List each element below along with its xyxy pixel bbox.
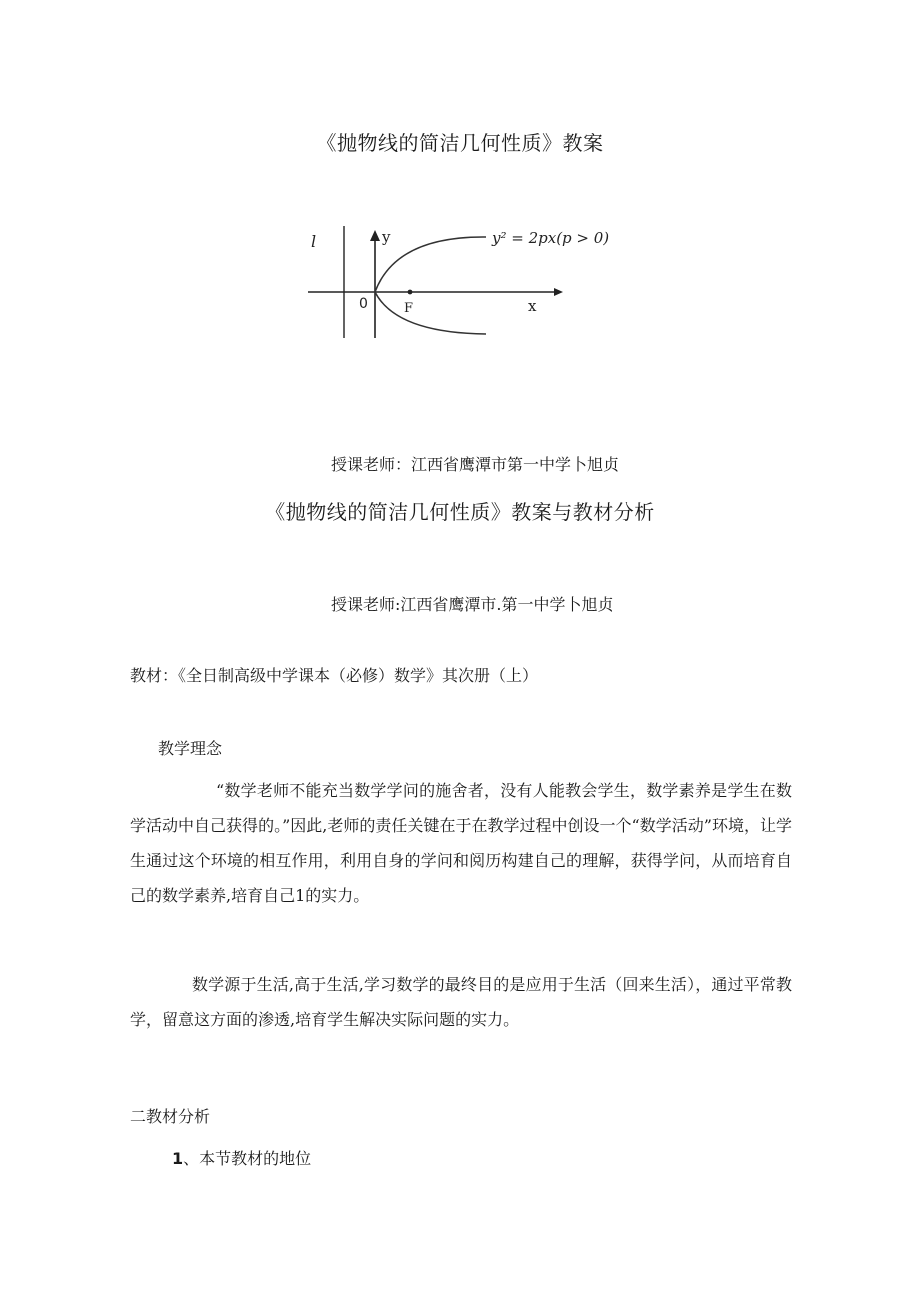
subsection-heading-position: [172, 1146, 311, 1169]
y-axis-label: y: [382, 228, 391, 246]
document-subtitle: 《抛物线的简洁几何性质》教案与教材分析: [265, 500, 655, 524]
subsection-text: 、本节教材的地位: [183, 1149, 312, 1168]
parabola-curve: [375, 237, 486, 334]
paragraph-teaching-philosophy: “数学老师不能充当数学学问的施舍者，没有人能教会学生，数学素养是学生在数学活动中自己获得的。”因此,老师的责任关键在于在教学过程中创设一个“数学活动”环境，让学生通过这个环境的相互作用，利用自身的学问和阅历构建自己的理解，获得学问，从而培育自己的数学素养,培育自己1的实力。: [130, 781, 792, 905]
document-title: 《抛物线的简洁几何性质》教案: [316, 131, 604, 155]
parabola-figure: [306, 222, 616, 340]
origin-label: 0: [359, 296, 368, 312]
y-axis-arrow-icon: [370, 230, 380, 241]
teacher-line-2: 授课老师:江西省鹰潭市.第一中学卜旭贞: [331, 595, 614, 614]
x-axis-label: x: [528, 297, 537, 315]
section-heading-teaching-philosophy: 教学理念: [158, 739, 223, 758]
section-heading-textbook-analysis: 二教材分析: [130, 1107, 211, 1126]
subsection-number: 1: [172, 1149, 184, 1168]
focus-label: F: [404, 301, 414, 316]
directrix-label: l: [311, 232, 317, 251]
teacher-line-1: 授课老师：江西省鹰潭市第一中学卜旭贞: [331, 455, 620, 474]
paragraph-math-from-life: 数学源于生活,高于生活,学习数学的最终目的是应用于生活（回来生活），通过平常教学，留意这方面的渗透,培育学生解决实际问题的实力。: [130, 975, 792, 1029]
parabola-equation: y² = 2px(p > 0): [492, 229, 610, 247]
focus-point: [408, 290, 413, 295]
x-axis-arrow-icon: [554, 288, 563, 296]
textbook-line: 教材：《全日制高级中学课本（必修）数学》其次册（上）: [130, 666, 539, 685]
